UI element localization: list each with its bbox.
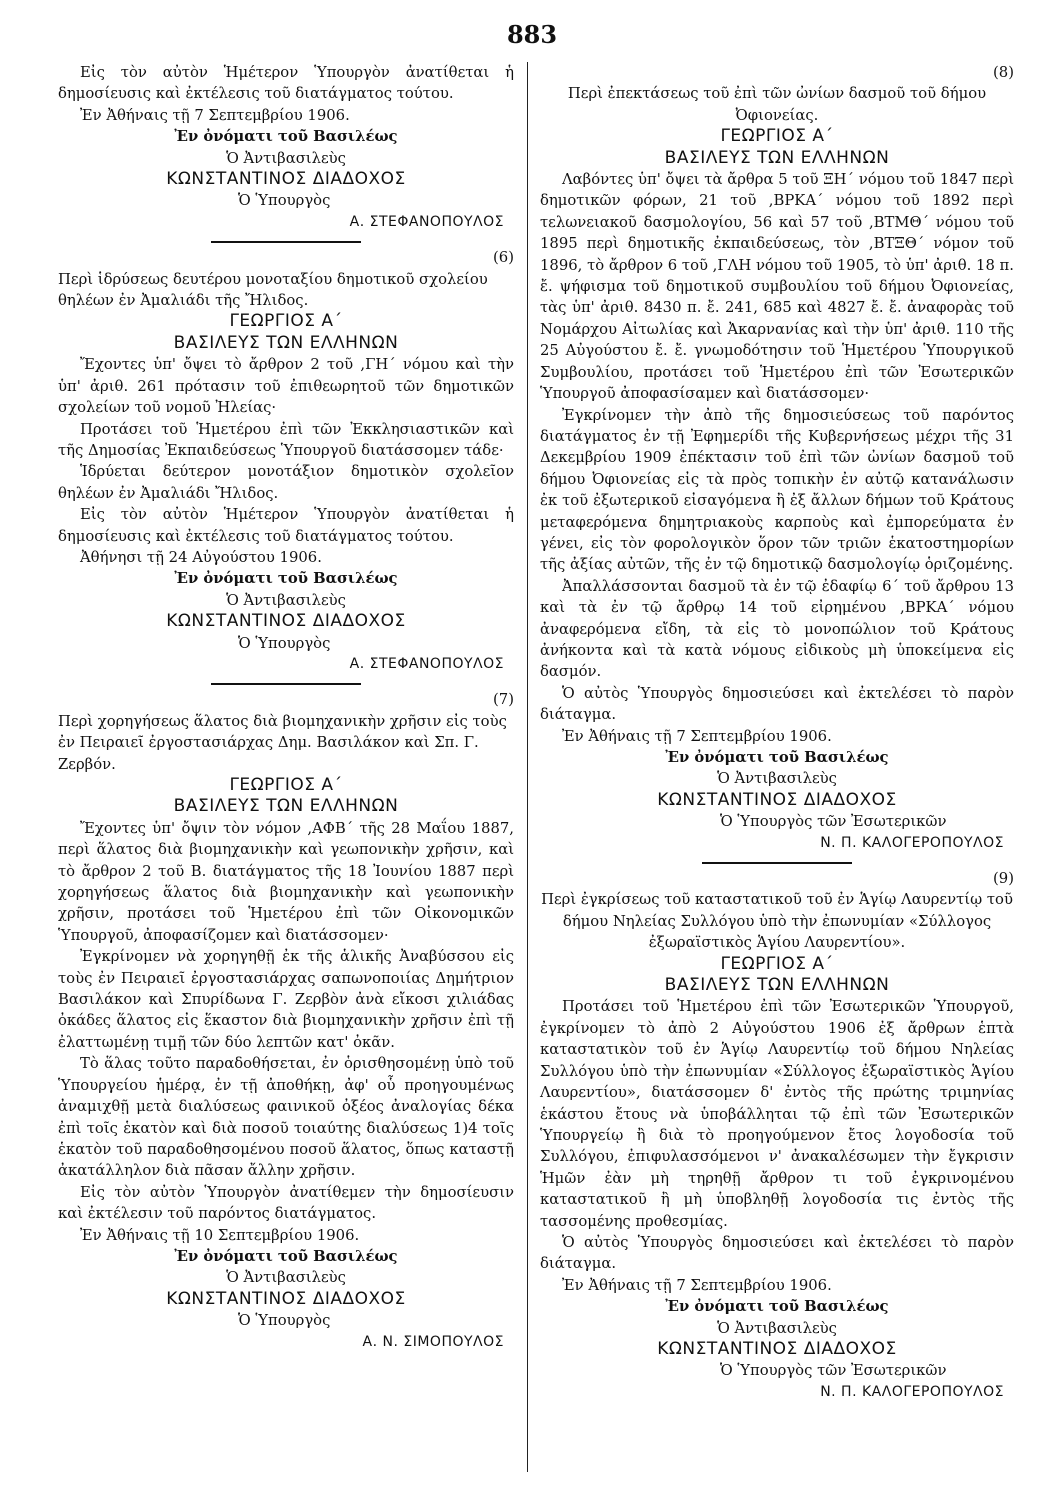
king-title: ΒΑΣΙΛΕΥΣ ΤΩΝ ΕΛΛΗΝΩΝ	[664, 975, 890, 996]
decree-subject-9: Περὶ ἐγκρίσεως τοῦ καταστατικοῦ τοῦ ἐν Ἁγίῳ Λαυρεντίῳ τοῦ δήμου Νηλείας Συλλόγου ὑπὸ τὴν ἐπωνυμίαν «Σύλλογος ἐξωραϊστικὸς Ἁγίου Λαυρεντίου».	[541, 891, 1013, 952]
royal-formula: Ἐν ὀνόματι τοῦ Βασιλέως	[665, 749, 889, 766]
minister-title: Ὁ Ὑπουργὸς τῶν Ἐσωτερικῶν	[720, 813, 947, 831]
decree-number-6: (6)	[493, 249, 514, 267]
minister-title: Ὁ Ὑπουργὸς	[238, 1312, 331, 1330]
regent-name: ΚΩΝΣΤΑΝΤΙΝΟΣ ΔΙΑΔΟΧΟΣ	[166, 611, 406, 632]
decree-paragraph: Τὸ ἅλας τοῦτο παραδοθήσεται, ἐν ὁρισθησομένῃ ὑπὸ τοῦ Ὑπουργείου ἡμέρᾳ, ἐν τῇ ἀποθήκῃ, ἀφ' οὗ προηγουμένως ἀναμιχθῇ μετὰ διαλύσεως φαινικοῦ ὀξέος ἀναλογίας δέκα ἐπὶ τοῖς ἑκατὸν καὶ διὰ ποσοῦ τοιαύτης διαλύσεως 1)4 τοῖς ἑκατὸν τοῦ παραδοθησομένου ποσοῦ ἅλατος, ὅπως καταστῇ ἀκατάλληλον διὰ πᾶσαν ἄλλην χρῆσιν.	[58, 1055, 514, 1180]
decree-paragraph: Εἰς τὸν αὐτὸν Ἡμέτερον Ὑπουργὸν ἀνατίθεται ἡ δημοσίευσις καὶ ἐκτέλεσις τοῦ διατάγματος τούτου.	[58, 506, 514, 545]
royal-formula: Ἐν ὀνόματι τοῦ Βασιλέως	[174, 570, 398, 588]
regent-name: ΚΩΝΣΤΑΝΤΙΝΟΣ ΔΙΑΔΟΧΟΣ	[657, 1338, 897, 1359]
section-separator	[211, 241, 361, 243]
decree-paragraph: Ἔχοντες ὑπ' ὄψει τὸ ἄρθρον 2 τοῦ ,ΓΗ΄ νόμου καὶ τὴν ὑπ' ἀριθ. 261 πρότασιν τοῦ ἐπιθεωρητοῦ τῶν δημοτικῶν σχολείων τοῦ νομοῦ Ἠλείας·	[58, 356, 514, 417]
decree-subject-8: Περὶ ἐπεκτάσεως τοῦ ἐπὶ τῶν ὠνίων δασμοῦ τοῦ δήμου Ὀφιονείας.	[567, 85, 987, 124]
king-title: ΒΑΣΙΛΕΥΣ ΤΩΝ ΕΛΛΗΝΩΝ	[664, 147, 890, 168]
decree-date: Ἐν Ἀθήναις τῇ 7 Σεπτεμβρίου 1906.	[80, 106, 350, 124]
decree-paragraph: Ἐγκρίνομεν νὰ χορηγηθῇ ἐκ τῆς ἁλικῆς Ἀναβύσσου εἰς τοὺς ἐν Πειραιεῖ ἐργοστασιάρχας σαπωνοποιίας Δημήτριον Βασιλάκον καὶ Σπυρίδωνα Γ. Ζερβὸν ἀνὰ εἴκοσι χιλιάδας ὀκάδες ἅλατος εἰς ἕκαστον διὰ βιομηχανικὴν χρῆσιν ἐπὶ τῇ ἐλαττωμένῃ τιμῇ τῶν δύο λεπτῶν κατ' ὀκᾶν.	[58, 948, 514, 1051]
royal-formula: Ἐν ὀνόματι τοῦ Βασιλέως	[174, 1247, 398, 1265]
king-name: ΓΕΩΡΓΙΟΣ Α΄	[229, 775, 343, 795]
decree-paragraph: Ὁ αὐτὸς Ὑπουργὸς δημοσιεύσει καὶ ἐκτελέσει τὸ παρὸν διάταγμα.	[540, 1233, 1014, 1273]
closing-paragraph: Εἰς τὸν αὐτὸν Ἡμέτερον Ὑπουργὸν ἀνατίθεται ἡ δημοσίευσις καὶ ἐκτέλεσις τοῦ διατάγματος τούτου.	[58, 64, 514, 103]
decree-paragraph: Λαβόντες ὑπ' ὄψει τὰ ἄρθρα 5 τοῦ ΞΗ΄ νόμου τοῦ 1847 περὶ δημοτικῶν φόρων, 21 τοῦ ,ΒΡΚΑ΄ νόμου τοῦ 1892 περὶ τελωνειακοῦ δασμολογίου, 56 καὶ 57 τοῦ ,ΒΤΜΘ΄ νόμου τοῦ 1895 περὶ δημοτικῆς ἐκπαιδεύσεως, τὸν ,ΒΤΞΘ΄ νόμον τοῦ 1896, τὸ ἄρθρον 6 τοῦ ,ΓΛΗ νόμου τοῦ 1905, τὸ ὑπ' ἀριθ. 18 π. ἔ. ψήφισμα τοῦ δημοτικοῦ συμβουλίου τοῦ δήμου Ὀφιονείας, τὰς ὑπ' ἀριθ. 8430 π. ἔ. 241, 685 καὶ 4827 ἔ. ἔ. ἀναφορὰς τοῦ Νομάρχου Αἰτωλίας καὶ Ἀκαρνανίας καὶ τὴν ὑπ' ἀριθ. 110 τῆς 25 Αὐγούστου ἔ. ἔ. γνωμοδότησιν τοῦ Ἡμετέρου Ὑπουργικοῦ Συμβουλίου, προτάσει τοῦ Ἡμετέρου ἐπὶ τῶν Ἐσωτερικῶν Ὑπουργοῦ ἀποφασίσαμεν καὶ διατάσσομεν·	[540, 171, 1014, 403]
decree-date: Ἐν Ἀθήναις τῇ 7 Σεπτεμβρίου 1906.	[562, 1276, 832, 1294]
regent-title: Ὁ Ἀντιβασιλεὺς	[226, 591, 346, 609]
minister-title: Ὁ Ὑπουργὸς	[238, 192, 331, 210]
decree-number-8: (8)	[993, 64, 1014, 81]
regent-name: ΚΩΝΣΤΑΝΤΙΝΟΣ ΔΙΑΔΟΧΟΣ	[166, 1288, 406, 1309]
royal-formula: Ἐν ὀνόματι τοῦ Βασιλέως	[665, 1298, 889, 1316]
royal-formula: Ἐν ὀνόματι τοῦ Βασιλέως	[174, 128, 398, 146]
decree-paragraph: Προτάσει τοῦ Ἡμετέρου ἐπὶ τῶν Ἐκκλησιαστικῶν καὶ τῆς Δημοσίας Ἐκπαιδεύσεως Ὑπουργοῦ διατάσσομεν τάδε·	[58, 420, 514, 459]
decree-number-7: (7)	[493, 691, 514, 709]
regent-title: Ὁ Ἀντιβασιλεὺς	[717, 770, 837, 788]
king-name: ΓΕΩΡΓΙΟΣ Α΄	[720, 953, 834, 974]
minister-title: Ὁ Ὑπουργὸς	[238, 634, 331, 652]
decree-date: Ἐν Ἀθήναις τῇ 7 Σεπτεμβρίου 1906.	[562, 727, 832, 745]
regent-name: ΚΩΝΣΤΑΝΤΙΝΟΣ ΔΙΑΔΟΧΟΣ	[166, 169, 406, 190]
king-name: ΓΕΩΡΓΙΟΣ Α΄	[229, 311, 343, 332]
regent-title: Ὁ Ἀντιβασιλεὺς	[226, 149, 346, 167]
king-title: ΒΑΣΙΛΕΥΣ ΤΩΝ ΕΛΛΗΝΩΝ	[173, 332, 399, 353]
minister-name: Ν. Π. ΚΑΛΟΓΕΡΟΠΟΥΛΟΣ	[820, 834, 1004, 851]
decree-number-9: (9)	[993, 870, 1014, 888]
decree-date: Ἀθήνησι τῇ 24 Αὐγούστου 1906.	[80, 548, 322, 566]
regent-title: Ὁ Ἀντιβασιλεὺς	[717, 1319, 837, 1337]
minister-name: Ν. Π. ΚΑΛΟΓΕΡΟΠΟΥΛΟΣ	[820, 1383, 1004, 1400]
minister-name: Α. Ν. ΣΙΜΟΠΟΥΛΟΣ	[362, 1333, 504, 1350]
right-column	[540, 62, 1014, 1403]
decree-paragraph: Ὁ αὐτὸς Ὑπουργὸς δημοσιεύσει καὶ ἐκτελέσει τὸ παρὸν διάταγμα.	[540, 684, 1014, 724]
regent-title: Ὁ Ἀντιβασιλεὺς	[226, 1269, 346, 1287]
decree-paragraph: Ἐγκρίνομεν τὴν ἀπὸ τῆς δημοσιεύσεως τοῦ παρόντος διατάγματος ἐν τῇ Ἐφημερίδι τῆς Κυβερνήσεως μέχρι τῆς 31 Δεκεμβρίου 1909 ἐπέκτασιν τοῦ ἐπὶ τῶν ὠνίων δασμοῦ τοῦ δήμου Ὀφιονείας εἰς τὰ πρὸς τοπικὴν ἐν αὐτῷ κατανάλωσιν ἐκ τοῦ ἐξωτερικοῦ εἰσαγόμενα ἢ ἐξ ἄλλων δήμων τοῦ Κράτους μεταφερόμενα δημητριακοὺς καρποὺς καὶ ἐμπορεύματα ἐν γένει, εἰς τὸν φορολογικὸν ὅρον τῶν τριῶν ἑκατοστημορίων τῆς ἀξίας αὐτῶν, τῆς ἐν τῷ δημοτικῷ δασμολογίῳ ὁριζομένης.	[540, 406, 1014, 574]
king-name: ΓΕΩΡΓΙΟΣ Α΄	[720, 126, 834, 147]
decree-paragraph: Ἔχοντες ὑπ' ὄψιν τὸν νόμον ,ΑΦΒ΄ τῆς 28 Μαΐου 1887, περὶ ἅλατος διὰ βιομηχανικὴν καὶ γεωπονικὴν χρῆσιν, καὶ τὸ ἄρθρον 2 τοῦ Β. διατάγματος τῆς 18 Ἰουνίου 1887 περὶ χορηγήσεως ἅλατος διὰ βιομηχανικὴν καὶ γεωπονικὴν χρῆσιν, προτάσει τοῦ Ἡμετέρου ἐπὶ τῶν Οἰκονομικῶν Ὑπουργοῦ, ἀποφασίζομεν καὶ διατάσσομεν·	[58, 819, 514, 944]
left-column	[58, 62, 514, 1353]
decree-paragraph: Προτάσει τοῦ Ἡμετέρου ἐπὶ τῶν Ἐσωτερικῶν Ὑπουργοῦ, ἐγκρίνομεν τὸ ἀπὸ 2 Αὐγούστου 1906 ἐξ ἄρθρων ἑπτὰ καταστατικὸν τοῦ ἐν Ἁγίῳ Λαυρεντίῳ τοῦ δήμου Νηλείας Συλλόγου ὑπὸ τὴν ἐπωνυμίαν «Σύλλογος ἐξωραϊστικὸς Ἁγίου Λαυρεντίου», διατάσσομεν δ' ἐντὸς τῆς πρώτης τριμηνίας ἑκάστου ἔτους νὰ ὑποβάλληται τῷ ἐπὶ τῶν Ἐσωτερικῶν Ὑπουργείῳ ἢ διὰ τὸ προηγούμενον ἔτος λογοδοσία τοῦ Συλλόγου, ἐπιφυλασσόμενοι ν' ἀνακαλέσωμεν τὴν ἔγκρισιν Ἡμῶν ἐὰν μὴ τηρηθῇ ἄρθρον τι τοῦ ἐγκρινομένου καταστατικοῦ ἢ μὴ ὑποβληθῇ λογοδοσία τις ἐντὸς τῆς τασσομένης προθεσμίας.	[540, 998, 1014, 1230]
minister-title: Ὁ Ὑπουργὸς τῶν Ἐσωτερικῶν	[720, 1362, 947, 1380]
section-separator	[211, 683, 361, 685]
king-title: ΒΑΣΙΛΕΥΣ ΤΩΝ ΕΛΛΗΝΩΝ	[173, 796, 399, 817]
regent-name: ΚΩΝΣΤΑΝΤΙΝΟΣ ΔΙΑΔΟΧΟΣ	[657, 789, 897, 810]
decree-date: Ἐν Ἀθήναις τῇ 10 Σεπτεμβρίου 1906.	[80, 1226, 360, 1244]
decree-subject-7: Περὶ χορηγήσεως ἅλατος διὰ βιομηχανικὴν χρῆσιν εἰς τοὺς ἐν Πειραιεῖ ἐργοστασιάρχας Δημ. Βασιλάκον καὶ Σπ. Γ. Ζερβόν.	[58, 712, 507, 773]
decree-paragraph: Ἱδρύεται δεύτερον μονοτάξιον δημοτικὸν σχολεῖον θηλέων ἐν Ἀμαλιάδι Ἤλιδος.	[58, 463, 514, 502]
decree-paragraph: Εἰς τὸν αὐτὸν Ὑπουργὸν ἀνατίθεμεν τὴν δημοσίευσιν καὶ ἐκτέλεσιν τοῦ παρόντος διατάγματος.	[58, 1183, 514, 1223]
decree-paragraph: Ἀπαλλάσσονται δασμοῦ τὰ ἐν τῷ ἐδαφίῳ 6΄ τοῦ ἄρθρου 13 καὶ τὰ ἐν τῷ ἄρθρῳ 14 τοῦ εἰρημένου ,ΒΡΚΑ΄ νόμου ἀναφερόμενα εἴδη, τὰ εἰς τὸ μονοπώλιον τοῦ Κράτους ἀνήκοντα καὶ τὰ κατὰ νόμους εἰδικοὺς μὴ ὑποκείμενα εἰς δασμόν.	[540, 577, 1014, 681]
column-divider	[527, 62, 528, 1472]
decree-subject-6: Περὶ ἱδρύσεως δευτέρου μονοταξίου δημοτικοῦ σχολείου θηλέων ἐν Ἀμαλιάδι τῆς Ἤλιδος.	[58, 270, 488, 310]
minister-name: Α. ΣΤΕΦΑΝΟΠΟΥΛΟΣ	[349, 655, 504, 672]
page-number: 883	[506, 20, 558, 49]
minister-name: Α. ΣΤΕΦΑΝΟΠΟΥΛΟΣ	[349, 213, 504, 230]
section-separator	[702, 862, 852, 864]
